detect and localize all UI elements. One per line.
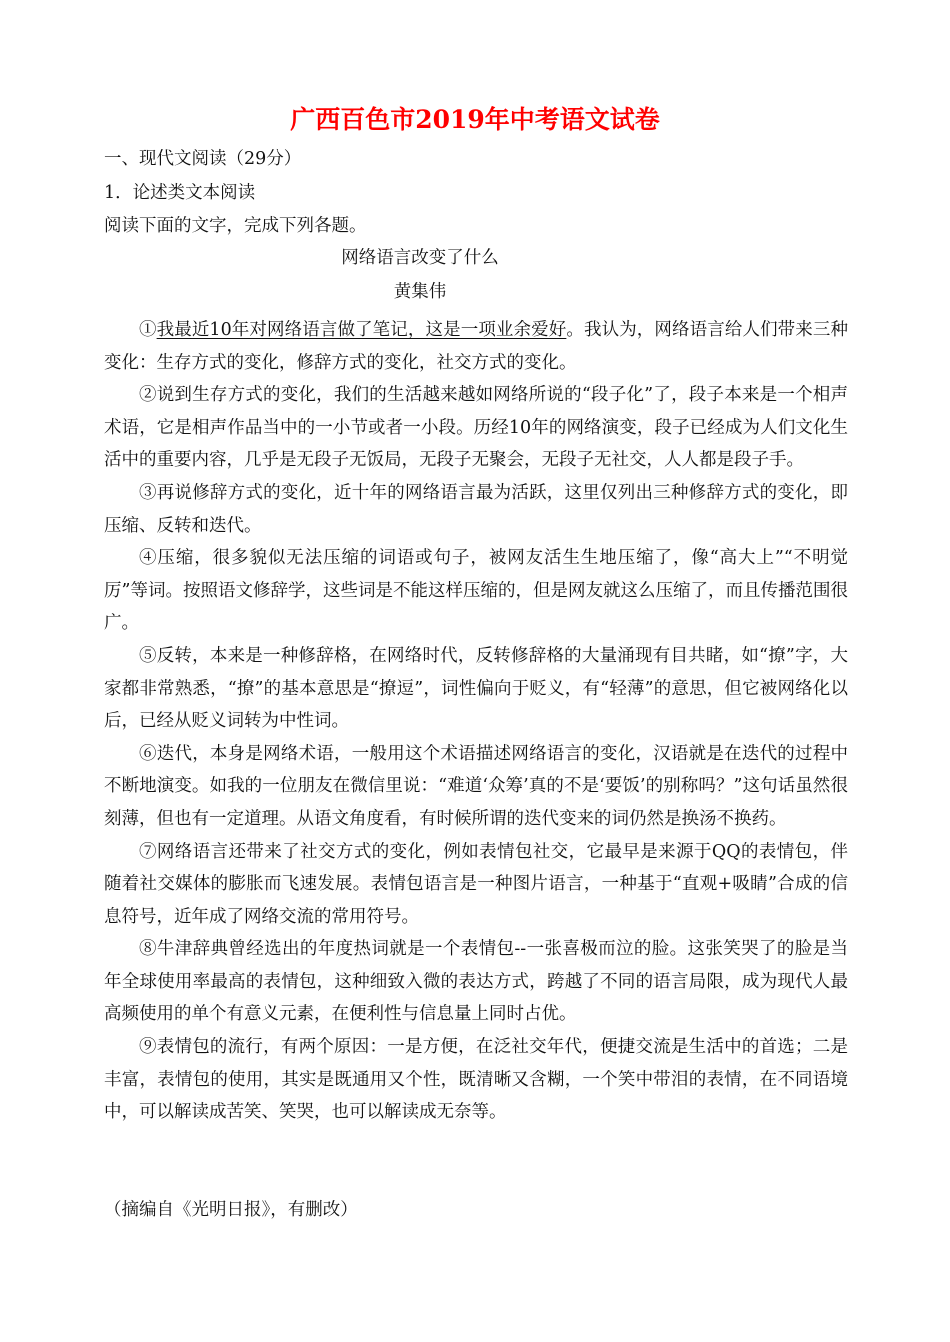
document-title: 广西百色市2019年中考语文试卷 — [290, 105, 660, 134]
article-paragraph-7: ⑦网络语言还带来了社交方式的变化，例如表情包社交，它最早是来源于QQ的表情包，伴随着社交媒体的膨胀而飞速发展。表情包语言是一种图片语言，一种基于“直观+吸睛”合成的信息符号，近年成了网络交流的常用符号。 — [104, 841, 848, 927]
article-author: 黄集伟 — [393, 282, 447, 302]
article-paragraph-2: ②说到生存方式的变化，我们的生活越来越如网络所说的“段子化”了，段子本来是一个相声术语，它是相声作品当中的一小节或者一小段。历经10年的网络演变，段子已经成为人们文化生活中的重要内容，几乎是无段子无饭局，无段子无聚会，无段子无社交，人人都是段子手。 — [104, 385, 848, 471]
article-paragraph-6: ⑥迭代，本身是网络术语，一般用这个术语描述网络语言的变化，汉语就是在迭代的过程中不断地演变。如我的一位朋友在微信里说：“难道‘众筹’真的不是‘要饭’的别称吗？”这句话虽然很刻薄，但也有一定道理。从语文角度看，有时候所谓的迭代变来的词仍然是换汤不换药。 — [104, 743, 848, 829]
article-source: （摘编自《光明日报》，有删改） — [104, 1200, 358, 1220]
article-title: 网络语言改变了什么 — [341, 248, 499, 268]
article-paragraph-1 — [104, 314, 848, 379]
instruction-text: 阅读下面的文字，完成下列各题。 — [104, 216, 367, 236]
paragraph-marker: ① — [139, 320, 157, 340]
article-paragraph-9: ⑨表情包的流行，有两个原因：一是方便，在泛社交年代，便捷交流是生活中的首选；二是丰富，表情包的使用，其实是既通用又个性，既清晰又含糊，一个笑中带泪的表情，在不同语境中，可以解读成苦笑、笑哭，也可以解读成无奈等。 — [104, 1037, 848, 1123]
article-body — [104, 314, 848, 1129]
underlined-sentence: 我最近10年对网络语言做了笔记，这是一项业余爱好 — [156, 320, 567, 340]
article-paragraph-4: ④压缩，很多貌似无法压缩的词语或句子，被网友活生生地压缩了，像“高大上”“不明觉厉”等词。按照语文修辞学，这些词是不能这样压缩的，但是网友就这么压缩了，而且传播范围很广。 — [104, 548, 848, 634]
article-paragraph-3: ③再说修辞方式的变化，近十年的网络语言最为活跃，这里仅列出三种修辞方式的变化，即压缩、反转和迭代。 — [104, 482, 848, 536]
article-paragraph-5: ⑤反转，本来是一种修辞格，在网络时代，反转修辞格的大量涌现有目共睹，如“撩”字，大家都非常熟悉，“撩”的基本意思是“撩逗”，词性偏向于贬义，有“轻薄”的意思，但它被网络化以后，已经从贬义词转为中性词。 — [104, 645, 848, 732]
question-heading: 1．论述类文本阅读 — [104, 183, 256, 203]
section-heading: 一、现代文阅读（29分） — [104, 149, 302, 169]
article-paragraph-8: ⑧牛津辞典曾经选出的年度热词就是一个表情包--一张喜极而泣的脸。这张笑哭了的脸是当年全球使用率最高的表情包，这种细致入微的表达方式，跨越了不同的语言局限，成为现代人最高频使用的单个有意义元素，在便利性与信息量上同时占优。 — [104, 939, 848, 1025]
paragraph-1-rest: 。我认为，网络语言给人们带来三种变化：生存方式的变化，修辞方式的变化，社交方式的变化。 — [104, 320, 848, 373]
